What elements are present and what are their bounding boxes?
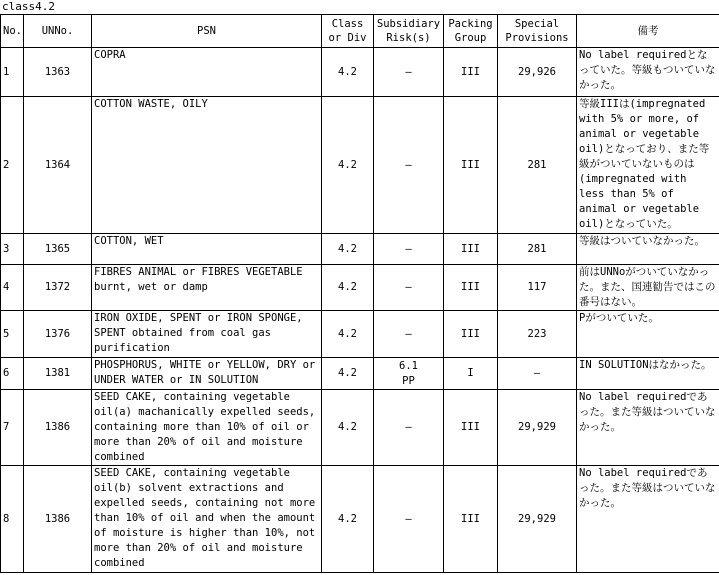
cell-psn: COTTON, WET — [92, 234, 322, 265]
cell-packing-group: III — [444, 265, 498, 311]
cell-special-provisions: 223 — [498, 311, 577, 358]
cell-packing-group: III — [444, 48, 498, 97]
subsidiary-value: — — [405, 421, 412, 433]
cell-psn: COPRA — [92, 48, 322, 97]
subsidiary-value: — — [405, 242, 412, 255]
header-packing-line1: Packing — [448, 18, 493, 30]
header-packing-line2: Group — [454, 32, 487, 44]
header-psn: PSN — [92, 15, 322, 48]
cell-no: 5 — [1, 311, 24, 358]
table-row — [1, 390, 719, 466]
subsidiary-value: — — [405, 281, 412, 293]
cell-subsidiary — [374, 311, 444, 358]
cell-remarks: 等級はついていなかった。 — [577, 234, 719, 265]
header-special-line2: Provisions — [505, 32, 569, 44]
cell-subsidiary — [374, 358, 444, 390]
cell-class: 4.2 — [322, 311, 374, 358]
cell-class: 4.2 — [322, 466, 374, 573]
cell-special-provisions: 29,929 — [498, 390, 577, 466]
cell-subsidiary — [374, 234, 444, 265]
header-un-no: UNNo. — [24, 15, 92, 48]
cell-remarks: No label requiredであった。また等級はついていなかった。 — [577, 466, 719, 573]
cell-packing-group: I — [444, 358, 498, 390]
cell-un-no: 1364 — [24, 97, 92, 234]
header-class-div — [322, 15, 374, 48]
cell-un-no: 1363 — [24, 48, 92, 97]
cell-un-no: 1365 — [24, 234, 92, 265]
cell-remarks: IN SOLUTIONはなかった。 — [577, 358, 719, 390]
cell-no: 1 — [1, 48, 24, 97]
subsidiary-value: — — [405, 512, 412, 525]
cell-un-no: 1372 — [24, 265, 92, 311]
cell-psn: SEED CAKE, containing vegetable oil(b) solvent extractions and expelled seeds, containing not more than 10% of oil and when the amount of moisture is higher than 10%, not more than 20% of oil and moisture combined — [92, 466, 322, 573]
class-4-2-table — [0, 14, 719, 573]
header-subsidiary-line2: Risk(s) — [386, 32, 431, 44]
header-class-div-line1: Class — [331, 18, 364, 30]
cell-packing-group: III — [444, 390, 498, 466]
cell-subsidiary — [374, 97, 444, 234]
cell-subsidiary — [374, 390, 444, 466]
cell-packing-group: III — [444, 97, 498, 234]
table-row — [1, 466, 719, 573]
cell-special-provisions: 117 — [498, 265, 577, 311]
cell-un-no: 1376 — [24, 311, 92, 358]
subsidiary-value: — — [405, 65, 412, 78]
cell-packing-group: III — [444, 466, 498, 573]
cell-psn: IRON OXIDE, SPENT or IRON SPONGE, SPENT obtained from coal gas purification — [92, 311, 322, 358]
subsidiary-value: 6.1 — [399, 359, 418, 372]
cell-psn: PHOSPHORUS, WHITE or YELLOW, DRY or UNDER WATER or IN SOLUTION — [92, 358, 322, 390]
cell-psn: COTTON WASTE, OILY — [92, 97, 322, 234]
header-packing-group — [444, 15, 498, 48]
header-class-div-line2: or Div — [328, 32, 367, 44]
table-row — [1, 234, 719, 265]
table-row — [1, 48, 719, 97]
cell-subsidiary — [374, 466, 444, 573]
subsidiary-value: — — [405, 158, 412, 171]
cell-no: 8 — [1, 466, 24, 573]
cell-special-provisions: 281 — [498, 234, 577, 265]
cell-un-no: 1386 — [24, 390, 92, 466]
table-row — [1, 97, 719, 234]
cell-class: 4.2 — [322, 48, 374, 97]
cell-subsidiary — [374, 265, 444, 311]
cell-no: 2 — [1, 97, 24, 234]
cell-psn: FIBRES ANIMAL or FIBRES VEGETABLE burnt, wet or damp — [92, 265, 322, 311]
table-row — [1, 265, 719, 311]
cell-special-provisions: 281 — [498, 97, 577, 234]
cell-remarks: No label requiredとなっていた。等級もついていなかった。 — [577, 48, 719, 97]
cell-packing-group: III — [444, 311, 498, 358]
table-row — [1, 358, 719, 390]
cell-remarks: No label requiredであった。また等級はついていなかった。 — [577, 390, 719, 466]
header-row — [1, 15, 719, 48]
header-special-line1: Special — [514, 18, 560, 30]
cell-un-no: 1381 — [24, 358, 92, 390]
header-no: No. — [1, 15, 24, 48]
cell-no: 3 — [1, 234, 24, 265]
table-row — [1, 311, 719, 358]
cell-special-provisions: — — [498, 358, 577, 390]
header-remarks: 備考 — [577, 15, 719, 48]
sheet-label: class4.2 — [2, 0, 55, 13]
cell-no: 7 — [1, 390, 24, 466]
cell-remarks: Pがついていた。 — [577, 311, 719, 358]
cell-remarks: 等級IIIは(impregnated with 5% or more, of animal or vegetable oil)となっており、また等級がついていないものは(impregnated with less than 5% of animal or vegetable oil)となっていた。 — [577, 97, 719, 234]
header-special-provisions — [498, 15, 577, 48]
cell-no: 4 — [1, 265, 24, 311]
cell-remarks: 前はUNNoがついていなかった。また、国連勧告ではこの番号はない。 — [577, 265, 719, 311]
subsidiary-extra: PP — [402, 374, 415, 387]
cell-class: 4.2 — [322, 390, 374, 466]
cell-un-no: 1386 — [24, 466, 92, 573]
cell-class: 4.2 — [322, 97, 374, 234]
subsidiary-value: — — [405, 327, 412, 340]
cell-subsidiary — [374, 48, 444, 97]
cell-class: 4.2 — [322, 358, 374, 390]
cell-class: 4.2 — [322, 234, 374, 265]
header-subsidiary-risks — [374, 15, 444, 48]
cell-psn: SEED CAKE, containing vegetable oil(a) machanically expelled seeds, containing more than 10% of oil or more than 20% of oil and moisture combined — [92, 390, 322, 466]
cell-special-provisions: 29,926 — [498, 48, 577, 97]
header-subsidiary-line1: Subsidiary — [376, 18, 441, 30]
cell-class: 4.2 — [322, 265, 374, 311]
cell-packing-group: III — [444, 234, 498, 265]
cell-special-provisions: 29,929 — [498, 466, 577, 573]
cell-no: 6 — [1, 358, 24, 390]
